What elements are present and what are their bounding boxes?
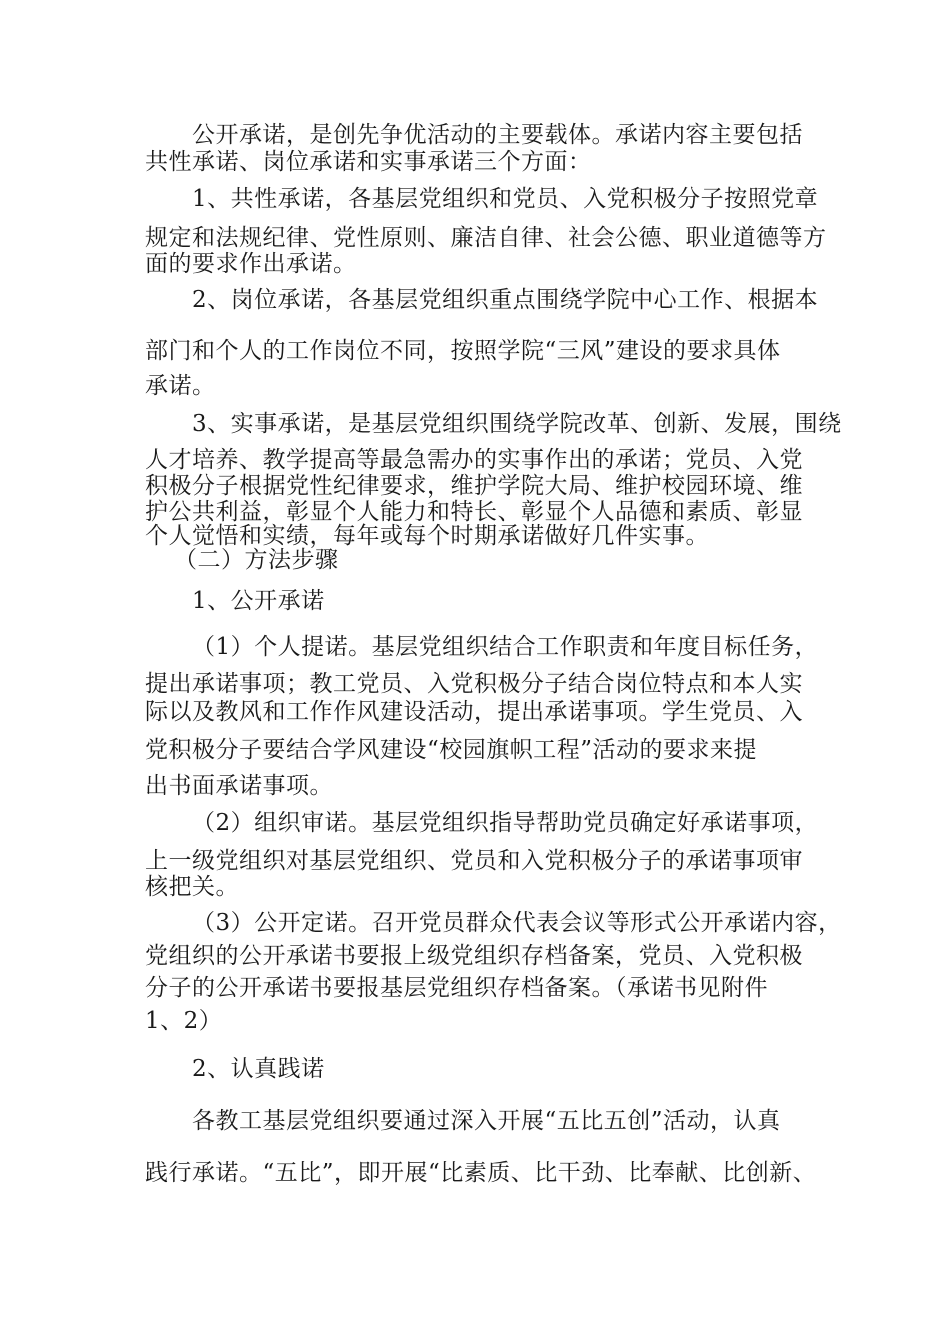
paragraph-line: 人才培养、教学提高等最急需办的实事作出的承诺；党员、入党 bbox=[145, 447, 803, 473]
paragraph-line: 出书面承诺事项。 bbox=[145, 773, 333, 799]
paragraph-line: 1、2） bbox=[145, 1008, 223, 1034]
paragraph-line: （3）公开定诺。召开党员群众代表会议等形式公开承诺内容， bbox=[192, 910, 842, 936]
paragraph-line: 上一级党组织对基层党组织、党员和入党积极分子的承诺事项审 bbox=[145, 848, 803, 874]
paragraph-line: 面的要求作出承诺。 bbox=[145, 251, 357, 277]
paragraph-line: 2、岗位承诺，各基层党组织重点围绕学院中心工作、根据本 bbox=[192, 287, 819, 313]
paragraph-line: 公开承诺，是创先争优活动的主要载体。承诺内容主要包括 bbox=[192, 122, 803, 148]
paragraph-line: 部门和个人的工作岗位不同，按照学院“三风”建设的要求具体 bbox=[145, 338, 781, 364]
paragraph-line: 1、共性承诺，各基层党组织和党员、入党积极分子按照党章 bbox=[192, 186, 819, 212]
paragraph-line: 核把关。 bbox=[145, 874, 239, 900]
paragraph-line: 积极分子根据党性纪律要求，维护学院大局、维护校园环境、维 bbox=[145, 473, 803, 499]
paragraph-line: 提出承诺事项；教工党员、入党积极分子结合岗位特点和本人实 bbox=[145, 671, 803, 697]
paragraph-line: 护公共利益，彰显个人能力和特长、彰显个人品德和素质、彰显 bbox=[145, 499, 803, 525]
paragraph-line: 际以及教风和工作作风建设活动，提出承诺事项。学生党员、入 bbox=[145, 699, 803, 725]
paragraph-line: 个人觉悟和实绩，每年或每个时期承诺做好几件实事。 bbox=[145, 523, 709, 549]
section-heading: （二）方法步骤 bbox=[174, 547, 339, 573]
paragraph-line: 规定和法规纪律、党性原则、廉洁自律、社会公德、职业道德等方 bbox=[145, 225, 827, 251]
paragraph-line: （1）个人提诺。基层党组织结合工作职责和年度目标任务， bbox=[192, 634, 819, 660]
paragraph-line: 各教工基层党组织要通过深入开展“五比五创”活动，认真 bbox=[192, 1108, 781, 1134]
subsection-heading: 1、公开承诺 bbox=[192, 588, 325, 614]
paragraph-line: 践行承诺。“五比”，即开展“比素质、比干劲、比奉献、比创新、 bbox=[145, 1160, 817, 1186]
paragraph-line: （2）组织审诺。基层党组织指导帮助党员确定好承诺事项， bbox=[192, 810, 819, 836]
paragraph-line: 分子的公开承诺书要报基层党组织存档备案。（承诺书见附件 bbox=[145, 975, 768, 1001]
paragraph-line: 承诺。 bbox=[145, 373, 216, 399]
subsection-heading: 2、认真践诺 bbox=[192, 1056, 325, 1082]
paragraph-line: 党组织的公开承诺书要报上级党组织存档备案，党员、入党积极 bbox=[145, 943, 803, 969]
paragraph-line: 3、实事承诺，是基层党组织围绕学院改革、创新、发展，围绕 bbox=[192, 411, 842, 437]
paragraph-line: 党积极分子要结合学风建设“校园旗帜工程”活动的要求来提 bbox=[145, 737, 758, 763]
paragraph-line: 共性承诺、岗位承诺和实事承诺三个方面： bbox=[145, 149, 592, 175]
